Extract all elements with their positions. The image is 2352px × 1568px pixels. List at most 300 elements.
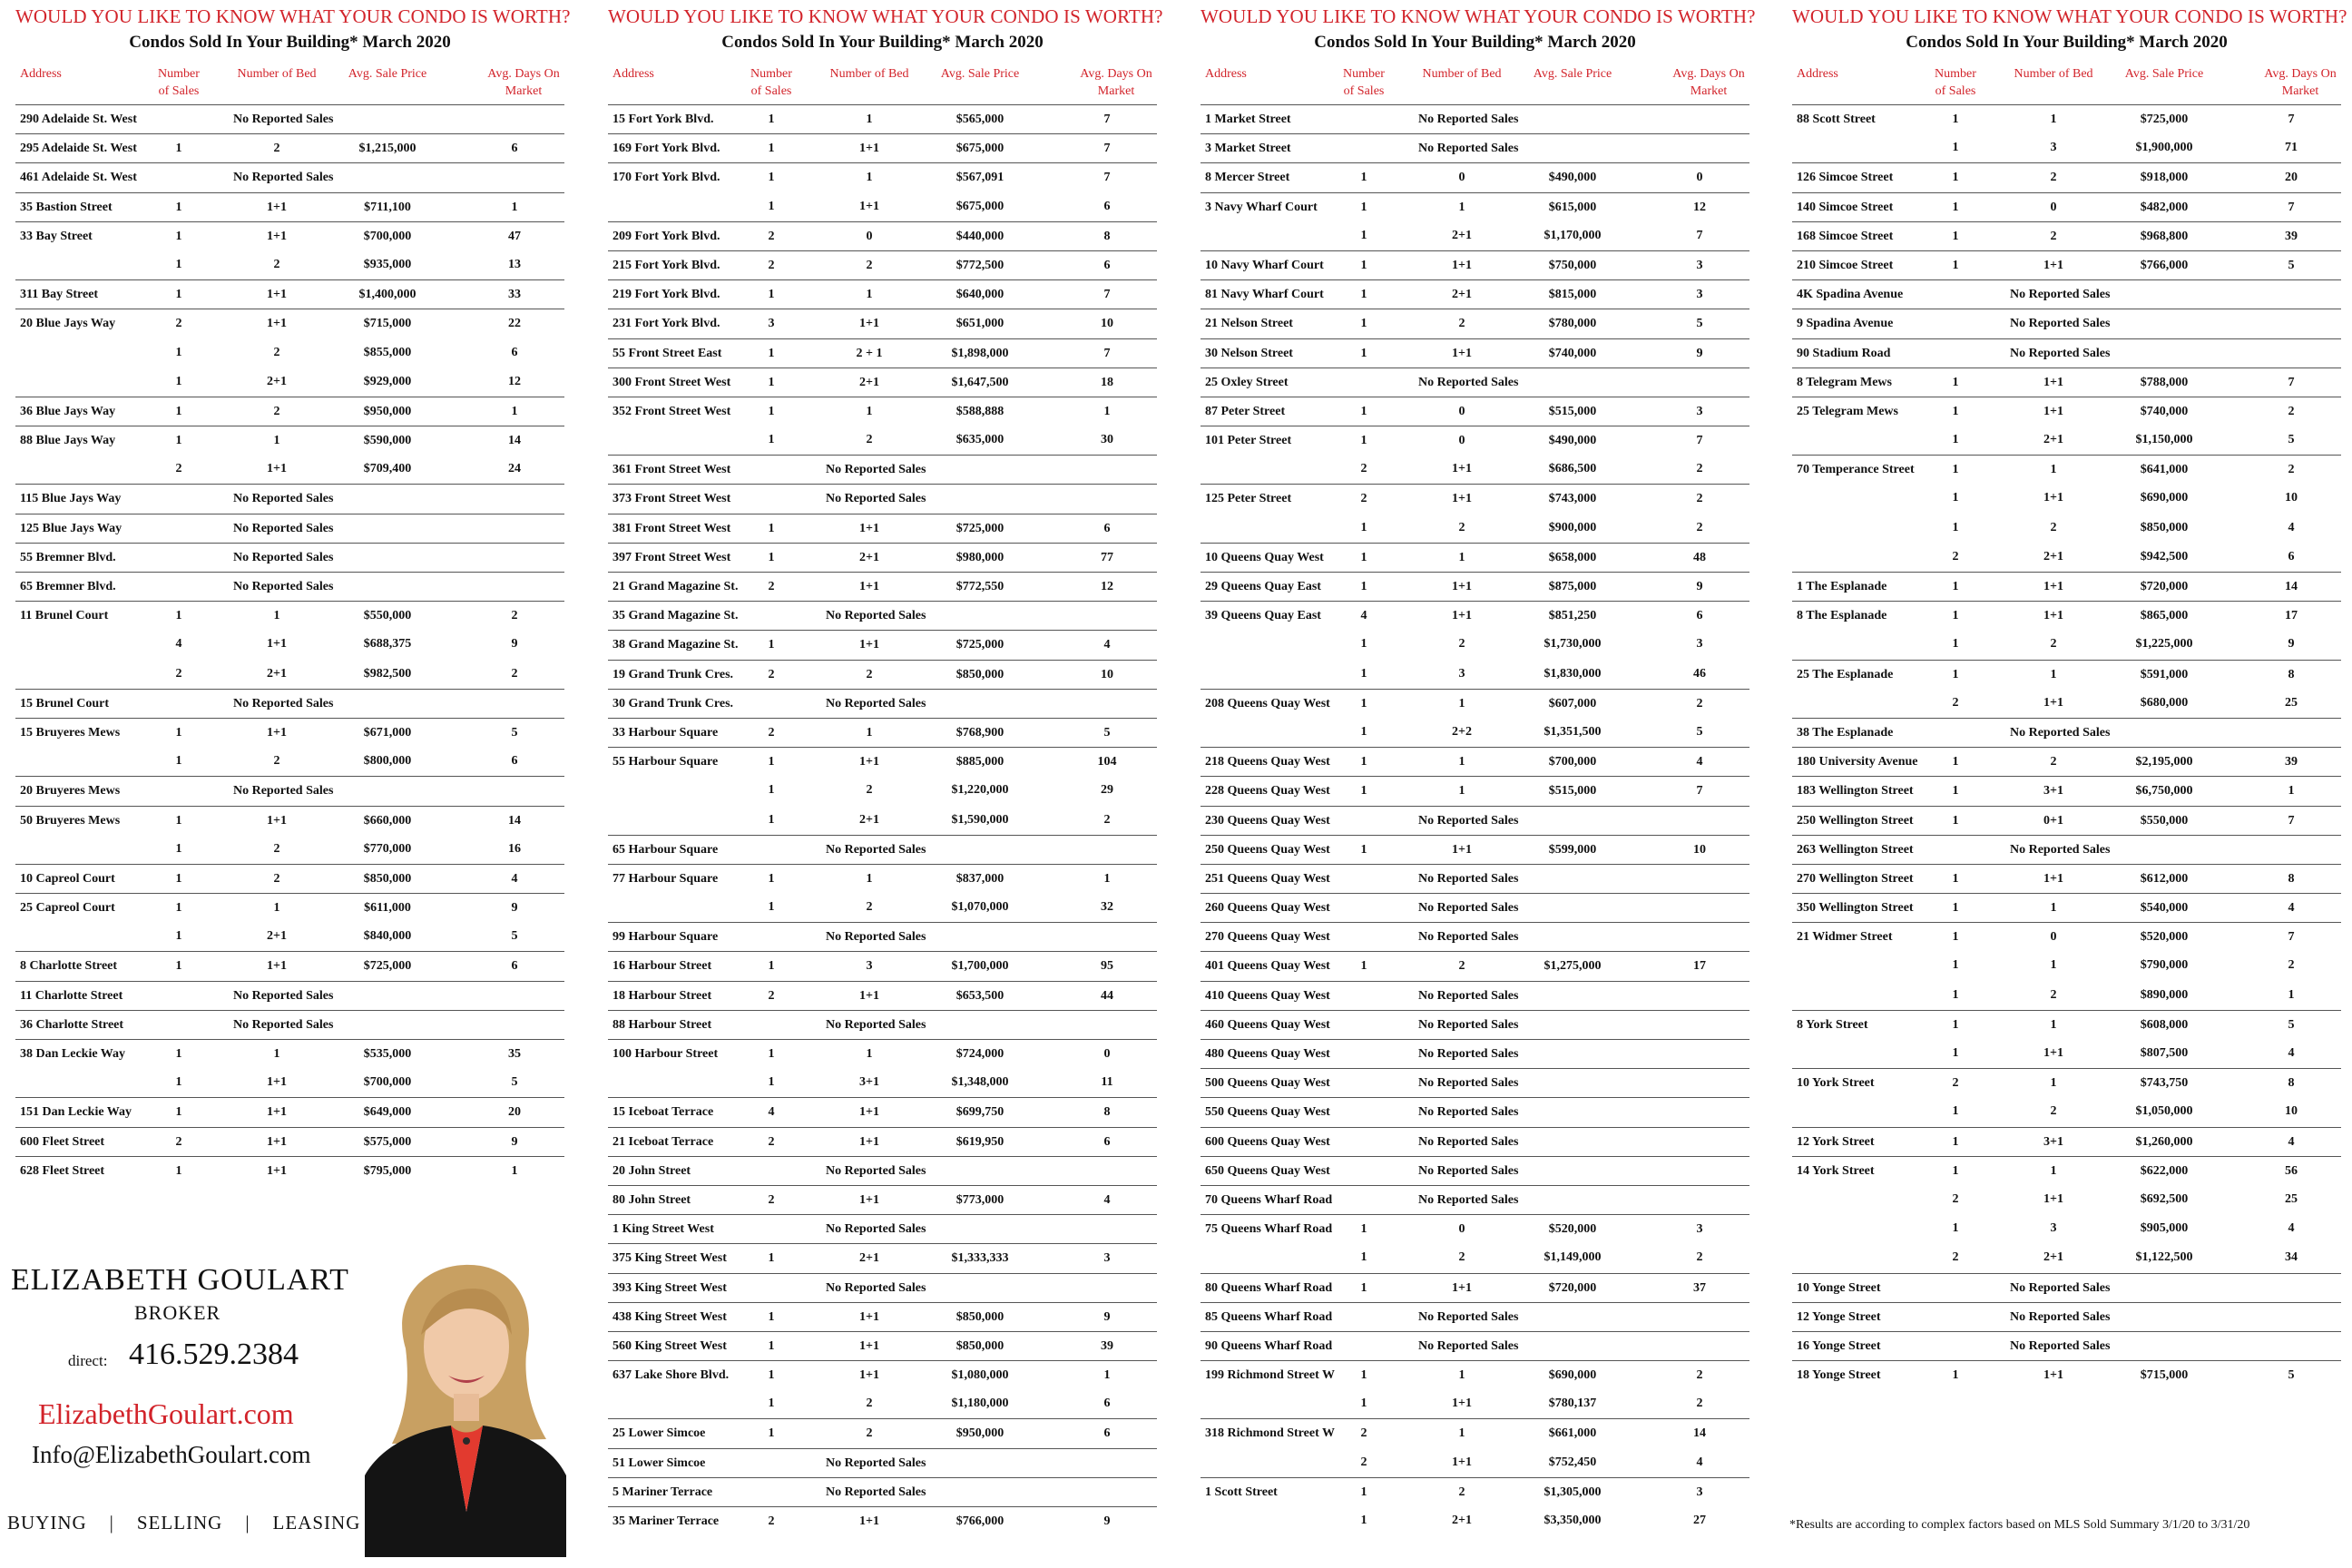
sales-cell: 1	[1952, 520, 1959, 534]
address-cell: 25 Telegram Mews	[1797, 404, 1898, 418]
no-reported-sales-cell: No Reported Sales	[826, 842, 926, 857]
sales-cell: 1	[1952, 1104, 1959, 1119]
sales-cell: 1	[1360, 1514, 1367, 1527]
address-cell: 10 Navy Wharf Court	[1205, 258, 1324, 272]
table-row	[15, 309, 564, 338]
sales-cell: 1	[175, 959, 182, 974]
website-link[interactable]: ElizabethGoulart.com	[38, 1397, 294, 1430]
sales-cell: 2	[768, 667, 775, 681]
address-cell: 33 Harbour Square	[612, 725, 719, 740]
sales-cell: 1	[1360, 1368, 1367, 1383]
sales-cell: 1	[1952, 958, 1959, 973]
column-header-days: Avg. Days On Market	[1080, 67, 1152, 98]
table-row	[608, 426, 1157, 455]
price-cell: $619,950	[956, 1134, 1004, 1149]
bed-cell: 1+1	[267, 200, 287, 214]
column-header-sales: Number of Sales	[1343, 67, 1385, 98]
price-cell: $567,091	[956, 171, 1004, 185]
table-row	[15, 1039, 564, 1068]
days-cell: 1	[511, 404, 518, 418]
table-row	[1200, 455, 1749, 484]
phone-number[interactable]: 416.529.2384	[129, 1338, 299, 1371]
price-cell: $850,000	[956, 1338, 1004, 1353]
days-cell: 4	[1103, 1192, 1111, 1207]
sales-cell: 4	[1360, 609, 1367, 623]
sales-cell: 1	[1360, 404, 1367, 418]
days-cell: 24	[508, 462, 521, 476]
bed-cell: 2	[866, 1396, 873, 1411]
panel-subheading: Condos Sold In Your Building* March 2020	[721, 33, 1044, 52]
sales-cell: 1	[1360, 959, 1367, 974]
table-row	[15, 397, 564, 426]
sales-cell: 1	[1360, 1396, 1367, 1411]
sales-cell: 2	[1360, 492, 1367, 506]
days-cell: 7	[2288, 200, 2295, 214]
bed-cell: 2	[2050, 229, 2057, 243]
bed-cell: 1	[273, 609, 280, 623]
address-cell: 560 King Street West	[612, 1338, 727, 1353]
table-row	[608, 1068, 1157, 1097]
table-row	[608, 1418, 1157, 1447]
sales-cell: 1	[1360, 1250, 1367, 1265]
address-cell: 21 Widmer Street	[1797, 930, 1893, 945]
address-cell: 209 Fort York Blvd.	[612, 229, 720, 243]
bed-cell: 1+1	[1452, 842, 1472, 857]
bed-cell: 1+1	[859, 199, 879, 213]
days-cell: 22	[508, 317, 521, 331]
days-cell: 5	[2288, 1017, 2295, 1032]
address-cell: 250 Wellington Street	[1797, 813, 1914, 828]
price-cell: $1,080,000	[951, 1368, 1009, 1383]
no-reported-sales-cell: No Reported Sales	[1418, 1163, 1519, 1178]
sales-cell: 1	[768, 288, 775, 302]
table-row	[1200, 689, 1749, 718]
table-row	[1792, 133, 2341, 162]
price-cell: $1,730,000	[1544, 637, 1602, 652]
price-cell: $715,000	[2140, 1368, 2189, 1383]
sales-cell: 1	[768, 375, 775, 389]
table-row	[1200, 864, 1749, 893]
days-cell: 10	[2285, 491, 2298, 505]
address-cell: 55 Harbour Square	[612, 755, 719, 769]
column-header-bed: Number of Bed	[1422, 67, 1502, 81]
table-row	[1200, 338, 1749, 368]
table-row	[1200, 718, 1749, 747]
table-row	[1792, 514, 2341, 543]
days-cell: 4	[1696, 1455, 1703, 1469]
sales-cell: 1	[175, 374, 182, 388]
address-cell: 20 John Street	[612, 1163, 691, 1178]
bed-cell: 1+1	[1452, 1280, 1472, 1295]
table-row	[608, 776, 1157, 805]
table-row	[1200, 1389, 1749, 1418]
price-cell: $1,122,500	[2135, 1250, 2193, 1265]
table-header	[1792, 65, 2341, 102]
sales-cell: 2	[768, 580, 775, 593]
days-cell: 14	[508, 813, 521, 828]
address-cell: 295 Adelaide St. West	[20, 142, 137, 156]
table-row	[1792, 747, 2341, 776]
address-cell: 9 Spadina Avenue	[1797, 317, 1894, 331]
days-cell: 30	[1101, 433, 1113, 447]
bed-cell: 3+1	[859, 1075, 879, 1090]
days-cell: 1	[511, 200, 518, 214]
sales-cell: 1	[175, 1075, 182, 1090]
bed-cell: 1+1	[1452, 1396, 1472, 1411]
table-row	[1792, 104, 2341, 133]
bed-cell: 1+1	[1452, 346, 1472, 360]
bed-cell: 1	[273, 901, 280, 916]
days-cell: 1	[2288, 784, 2295, 799]
address-cell: 50 Bruyeres Mews	[20, 813, 121, 828]
bed-cell: 1+1	[859, 988, 879, 1003]
table-row	[15, 1068, 564, 1097]
address-cell: 12 York Street	[1797, 1134, 1875, 1149]
bed-cell: 1	[866, 871, 873, 886]
sales-cell: 2	[175, 666, 182, 681]
price-cell: $1,348,000	[951, 1075, 1009, 1090]
sales-cell: 1	[1952, 667, 1959, 681]
table-row	[15, 426, 564, 455]
sales-cell: 1	[1952, 433, 1959, 447]
price-cell: $690,000	[2140, 491, 2189, 505]
agent-card	[0, 1225, 572, 1561]
bed-cell: 3	[866, 959, 873, 974]
table-row	[608, 718, 1157, 747]
bed-cell: 1	[2050, 667, 2057, 681]
table-row	[608, 162, 1157, 191]
table-row	[608, 368, 1157, 397]
table-row	[1792, 1039, 2341, 1068]
address-cell: 55 Bremner Blvd.	[20, 550, 116, 564]
table-row	[1792, 1360, 2341, 1389]
days-cell: 9	[1103, 1309, 1111, 1324]
bed-cell: 1+1	[2043, 404, 2063, 418]
table-row	[15, 1097, 564, 1126]
address-cell: 1 King Street West	[612, 1222, 714, 1237]
price-cell: $980,000	[956, 550, 1004, 564]
price-cell: $515,000	[1548, 784, 1597, 799]
no-reported-sales-cell: No Reported Sales	[826, 1280, 926, 1295]
table-row	[1200, 951, 1749, 980]
days-cell: 47	[508, 229, 521, 243]
table-row	[1200, 1039, 1749, 1068]
bed-cell: 2+2	[1452, 724, 1472, 739]
bed-cell: 1+1	[2043, 1046, 2063, 1060]
bed-cell: 2+1	[2043, 1250, 2063, 1265]
days-cell: 104	[1097, 755, 1117, 769]
table-row	[15, 192, 564, 221]
column-header-address: Address	[1797, 67, 1838, 81]
days-cell: 4	[2288, 1221, 2295, 1236]
table-row	[1792, 192, 2341, 221]
table-row	[15, 1010, 564, 1039]
table-row	[15, 279, 564, 309]
price-cell: $840,000	[363, 929, 412, 944]
days-cell: 0	[1696, 171, 1703, 185]
table-row	[15, 455, 564, 484]
no-reported-sales-cell: No Reported Sales	[233, 113, 334, 126]
days-cell: 7	[1696, 228, 1703, 242]
bed-cell: 2	[1458, 959, 1465, 974]
table-row	[1792, 864, 2341, 893]
address-cell: 11 Charlotte Street	[20, 988, 123, 1003]
price-cell: $3,350,000	[1544, 1514, 1602, 1527]
bed-cell: 2+1	[267, 374, 287, 388]
table-row	[1792, 835, 2341, 864]
table-row	[608, 630, 1157, 659]
days-cell: 6	[1103, 1134, 1111, 1149]
table-row	[1200, 1360, 1749, 1389]
bed-cell: 1+1	[267, 637, 287, 652]
address-cell: 461 Adelaide St. West	[20, 171, 137, 185]
bed-cell: 1+1	[859, 755, 879, 769]
price-cell: $6,750,000	[2135, 784, 2193, 799]
bed-cell: 2+1	[859, 812, 879, 827]
days-cell: 2	[1696, 520, 1703, 534]
bed-cell: 2	[866, 900, 873, 915]
column-header-price: Avg. Sale Price	[348, 67, 427, 81]
bed-cell: 1+1	[267, 959, 287, 974]
price-cell: $635,000	[956, 433, 1004, 447]
sales-cell: 1	[768, 113, 775, 126]
sales-cell: 1	[768, 900, 775, 915]
no-reported-sales-cell: No Reported Sales	[2010, 1280, 2111, 1295]
table-row	[1200, 1448, 1749, 1477]
price-cell: $724,000	[956, 1047, 1004, 1061]
panel-heading: WOULD YOU LIKE TO KNOW WHAT YOUR CONDO IS WORTH?	[608, 5, 1163, 27]
footnote: *Results are according to complex factors based on MLS Sold Summary 3/1/20 to 3/31/20	[1789, 1518, 2250, 1532]
address-cell: 263 Wellington Street	[1797, 842, 1914, 857]
address-cell: 270 Queens Quay West	[1205, 930, 1330, 945]
table-row	[608, 660, 1157, 689]
address-cell: 21 Nelson Street	[1205, 317, 1293, 331]
price-cell: $850,000	[2140, 520, 2189, 534]
table-row	[608, 1214, 1157, 1243]
price-cell: $807,500	[2140, 1046, 2189, 1060]
price-cell: $540,000	[2140, 901, 2189, 916]
days-cell: 4	[2288, 901, 2295, 916]
days-cell: 5	[511, 1075, 518, 1090]
table-row	[1792, 455, 2341, 484]
days-cell: 6	[1103, 1426, 1111, 1441]
table-row	[1792, 1273, 2341, 1302]
address-cell: 25 Oxley Street	[1205, 375, 1289, 389]
no-reported-sales-cell: No Reported Sales	[826, 463, 926, 477]
sales-cell: 1	[1360, 755, 1367, 769]
table-row	[1200, 1185, 1749, 1214]
sales-cell: 1	[175, 871, 182, 886]
days-cell: 2	[1696, 1396, 1703, 1411]
days-cell: 2	[2288, 463, 2295, 477]
price-cell: $725,000	[956, 638, 1004, 652]
days-cell: 1	[511, 1163, 518, 1178]
bed-cell: 2+1	[859, 1251, 879, 1266]
table-row	[1792, 951, 2341, 980]
bed-cell: 1	[1458, 200, 1465, 214]
sales-cell: 1	[1360, 346, 1367, 360]
table-row	[15, 718, 564, 747]
days-cell: 3	[1696, 288, 1703, 302]
no-reported-sales-cell: No Reported Sales	[2010, 1309, 2111, 1324]
days-cell: 2	[1696, 492, 1703, 506]
table-row	[15, 543, 564, 572]
bed-cell: 1+1	[2043, 1191, 2063, 1206]
address-cell: 8 Charlotte Street	[20, 959, 118, 974]
bed-cell: 2+1	[2043, 549, 2063, 564]
sales-cell: 1	[768, 404, 775, 418]
bed-cell: 2	[866, 1426, 873, 1441]
price-cell: $1,590,000	[951, 812, 1009, 827]
price-cell: $773,000	[956, 1192, 1004, 1207]
days-cell: 17	[1693, 959, 1706, 974]
price-cell: $608,000	[2140, 1017, 2189, 1032]
bed-cell: 2	[273, 257, 280, 271]
table-row	[1200, 543, 1749, 572]
bed-cell: 1+1	[1452, 1455, 1472, 1469]
days-cell: 4	[2288, 1134, 2295, 1149]
address-cell: 393 King Street West	[612, 1280, 727, 1295]
sales-cell: 1	[1952, 813, 1959, 828]
days-cell: 7	[2288, 930, 2295, 945]
sales-cell: 1	[768, 755, 775, 769]
days-cell: 3	[1696, 404, 1703, 418]
table-row	[608, 835, 1157, 864]
address-cell: 210 Simcoe Street	[1797, 258, 1894, 272]
table-row	[608, 455, 1157, 484]
price-cell: $482,000	[2140, 200, 2189, 214]
table-row	[608, 1302, 1157, 1331]
address-cell: 115 Blue Jays Way	[20, 492, 122, 506]
address-cell: 70 Queens Wharf Road	[1205, 1192, 1333, 1207]
table-row	[1200, 1010, 1749, 1039]
price-cell: $1,900,000	[2135, 141, 2193, 155]
bed-cell: 1+1	[2043, 1368, 2063, 1383]
days-cell: 2	[511, 609, 518, 623]
days-cell: 7	[2288, 813, 2295, 828]
sales-cell: 1	[1360, 1280, 1367, 1295]
bed-cell: 1+1	[859, 317, 879, 331]
sales-cell: 1	[1360, 784, 1367, 799]
address-cell: 15 Fort York Blvd.	[612, 113, 714, 126]
no-reported-sales-cell: No Reported Sales	[1418, 813, 1519, 828]
sales-cell: 1	[1952, 258, 1959, 272]
table-row	[15, 221, 564, 250]
table-row	[1200, 368, 1749, 397]
price-cell: $772,550	[956, 580, 1004, 593]
bed-cell: 1	[2050, 901, 2057, 916]
no-reported-sales-cell: No Reported Sales	[1418, 113, 1519, 126]
email-link[interactable]: Info@ElizabethGoulart.com	[32, 1441, 311, 1468]
bed-cell: 2	[273, 404, 280, 418]
address-cell: 438 King Street West	[612, 1309, 727, 1324]
price-cell: $692,500	[2140, 1191, 2189, 1206]
price-cell: $929,000	[363, 374, 412, 388]
sales-cell: 2	[1952, 1250, 1959, 1265]
table-row	[15, 981, 564, 1010]
address-cell: 18 Harbour Street	[612, 988, 712, 1003]
days-cell: 2	[1696, 1250, 1703, 1265]
table-row	[1792, 1302, 2341, 1331]
sales-table	[1792, 104, 2341, 1389]
address-cell: 3 Market Street	[1205, 142, 1291, 156]
no-reported-sales-cell: No Reported Sales	[1418, 1017, 1519, 1032]
sales-cell: 1	[1952, 1046, 1959, 1060]
column-header-days: Avg. Days On Market	[1672, 67, 1745, 98]
sales-cell: 1	[768, 171, 775, 185]
price-cell: $1,351,500	[1544, 724, 1602, 739]
address-cell: 101 Peter Street	[1205, 434, 1292, 448]
address-cell: 218 Queens Quay West	[1205, 755, 1330, 769]
table-row	[608, 1506, 1157, 1535]
table-row	[608, 1010, 1157, 1039]
days-cell: 7	[2288, 113, 2295, 126]
bed-cell: 1	[2050, 113, 2057, 126]
bed-cell: 1+1	[859, 638, 879, 652]
table-row	[15, 162, 564, 191]
no-reported-sales-cell: No Reported Sales	[233, 550, 334, 564]
days-cell: 35	[508, 1047, 521, 1061]
address-cell: 85 Queens Wharf Road	[1205, 1309, 1333, 1324]
table-row	[15, 368, 564, 397]
price-cell: $800,000	[363, 754, 412, 769]
bed-cell: 1+1	[267, 1105, 287, 1120]
days-cell: 7	[1103, 288, 1111, 302]
address-cell: 8 York Street	[1797, 1017, 1868, 1032]
sales-cell: 1	[175, 257, 182, 271]
days-cell: 39	[2285, 755, 2298, 769]
address-cell: 170 Fort York Blvd.	[612, 171, 720, 185]
address-cell: 628 Fleet Street	[20, 1163, 105, 1178]
table-row	[15, 514, 564, 543]
days-cell: 6	[511, 754, 518, 769]
days-cell: 3	[1696, 1485, 1703, 1499]
table-row	[1200, 981, 1749, 1010]
no-reported-sales-cell: No Reported Sales	[826, 609, 926, 623]
price-cell: $850,000	[363, 871, 412, 886]
sales-cell: 1	[1952, 113, 1959, 126]
price-cell: $1,333,333	[951, 1251, 1009, 1266]
days-cell: 14	[1693, 1426, 1706, 1441]
days-cell: 4	[1696, 755, 1703, 769]
sales-cell: 1	[1360, 317, 1367, 331]
price-cell: $766,000	[956, 1514, 1004, 1528]
address-cell: 81 Navy Wharf Court	[1205, 288, 1324, 302]
table-row	[1200, 572, 1749, 601]
table-row	[1792, 221, 2341, 250]
sales-cell: 1	[1952, 755, 1959, 769]
days-cell: 6	[1103, 521, 1111, 535]
no-reported-sales-cell: No Reported Sales	[1418, 1105, 1519, 1120]
sales-cell: 1	[1360, 550, 1367, 564]
no-reported-sales-cell: No Reported Sales	[826, 492, 926, 506]
address-cell: 15 Bruyeres Mews	[20, 725, 121, 740]
bed-cell: 1+1	[267, 1075, 287, 1090]
bed-cell: 1+1	[267, 462, 287, 476]
days-cell: 5	[2288, 1368, 2295, 1383]
table-row	[1792, 1097, 2341, 1126]
table-row	[608, 1448, 1157, 1477]
sales-cell: 1	[768, 142, 775, 156]
days-cell: 9	[1696, 346, 1703, 360]
price-cell: $905,000	[2140, 1221, 2189, 1236]
address-cell: 80 John Street	[612, 1192, 691, 1207]
table-row	[1200, 221, 1749, 250]
address-cell: 35 Bastion Street	[20, 200, 113, 214]
table-row	[1200, 630, 1749, 659]
panel-heading: WOULD YOU LIKE TO KNOW WHAT YOUR CONDO IS WORTH?	[1792, 5, 2347, 27]
price-cell: $661,000	[1548, 1426, 1597, 1441]
